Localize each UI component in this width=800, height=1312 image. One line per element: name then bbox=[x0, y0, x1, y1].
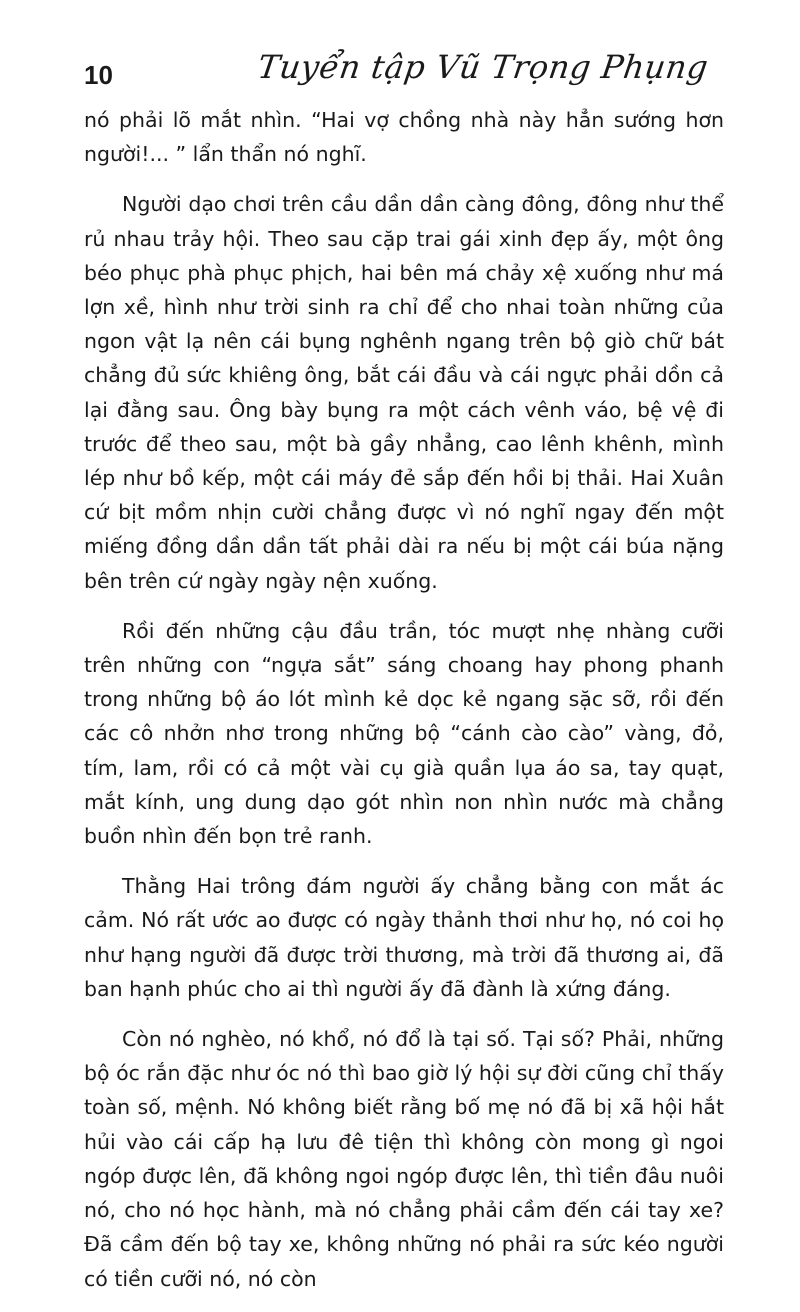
body-text bbox=[84, 103, 724, 1312]
paragraph-3: Rồi đến những cậu đầu trần, tóc mượt nhẹ nhàng cưỡi trên những con “ngựa sắt” sáng choang hay phong phanh trong những bộ áo lót mình kẻ dọc kẻ ngang sặc sỡ, rồi đến các cô nhởn nhơ trong những bộ “cánh cào cào” vàng, đỏ, tím, lam, rồi có cả một vài cụ già quần lụa áo sa, tay quạt, mắt kính, ung dung dạo gót nhìn non nhìn nước mà chẳng buồn nhìn đến bọn trẻ ranh. bbox=[84, 618, 724, 849]
running-title: Tuyển tập Vũ Trọng Phụng bbox=[255, 48, 711, 86]
page-number: 10 bbox=[84, 60, 113, 90]
paragraph-2: Người dạo chơi trên cầu dần dần càng đông, đông như thể rủ nhau trảy hội. Theo sau cặp trai gái xinh đẹp ấy, một ông béo phục phà phục phịch, hai bên má chảy xệ xuống như má lợn xề, hình như trời sinh ra chỉ để cho nhai toàn những của ngon vật lạ nên cái bụng nghênh ngang trên bộ giò chữ bát chẳng đủ sức khiêng ông, bắt cái đầu và cái ngực phải dồn cả lại đằng sau. Ông bày bụng ra một cách vênh váo, bệ vệ đi trước để theo sau, một bà gầy nhẳng, cao lênh khênh, mình lép như bồ kếp, một cái máy đẻ sắp đến hồi bị thải. Hai Xuân cứ bịt mồm nhịn cười chẳng được vì nó nghĩ ngay đến một miếng đồng dần dần tất phải dài ra nếu bị một cái búa nặng bên trên cứ ngày ngày nện xuống. bbox=[84, 192, 724, 593]
paragraph-5: Còn nó nghèo, nó khổ, nó đổ là tại số. Tại số? Phải, những bộ óc rắn đặc như óc nó thì bao giờ lý hội sự đời cũng chỉ thấy toàn số, mệnh. Nó không biết rằng bố mẹ nó đã bị xã hội hắt hủi vào cái cấp hạ lưu đê tiện thì không còn mong gì ngoi ngóp được lên, đã không ngoi ngóp được lên, thì tiền đâu nuôi nó, cho nó học hành, mà nó chẳng phải cầm đến cái tay xe? Đã cầm đến bộ tay xe, không những nó phải ra sức kéo người có tiền cưỡi nó, nó còn bbox=[84, 1027, 724, 1291]
page-header bbox=[84, 48, 724, 98]
paragraph-1: nó phải lõ mắt nhìn. “Hai vợ chồng nhà này hẳn sướng hơn người!... ” lẩn thẩn nó nghĩ. bbox=[84, 108, 724, 167]
paragraph-4: Thằng Hai trông đám người ấy chẳng bằng con mắt ác cảm. Nó rất ước ao được có ngày thảnh thơi như họ, nó coi họ như hạng người đã được trời thương, mà trời đã thương ai, đã ban hạnh phúc cho ai thì người ấy đã đành là xứng đáng. bbox=[84, 874, 724, 1001]
